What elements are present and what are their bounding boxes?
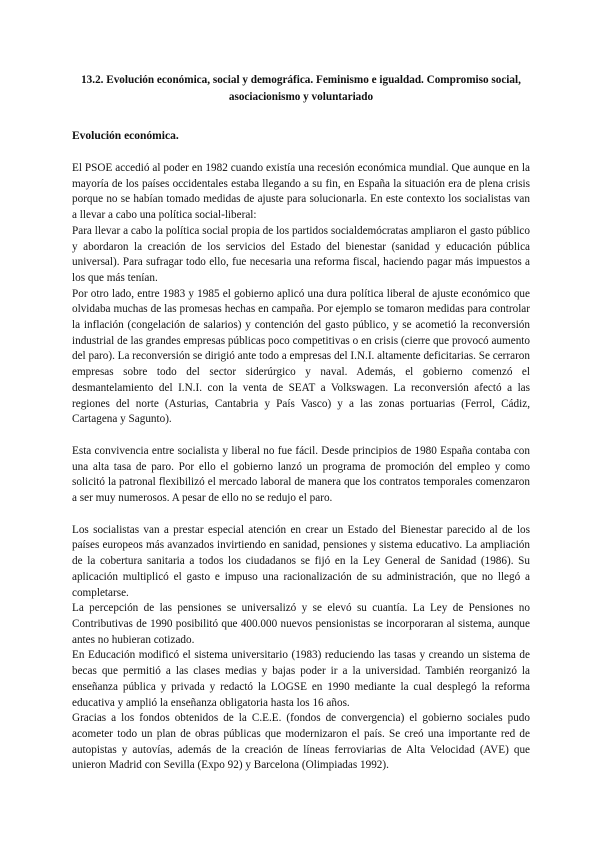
paragraph: Gracias a los fondos obtenidos de la C.E.E. (fondos de convergencia) el gobierno sociales pudo acometer todo un plan de obras públicas que modernizaron el país. Se creó una importante red de autopistas y autovías, además de la creación de líneas ferroviarias de Alta Velocidad (AVE) que unieron Madrid con Sevilla (Expo 92) y Barcelona (Olimpiadas 1992). [72, 712, 530, 772]
paragraph: En Educación modificó el sistema universitario (1983) reduciendo las tasas y creando un sistema de becas que permitió a las clases medias y bajas poder ir a la universidad. También reorganizó la enseñanza pública y privada y redactó la LOGSE en 1990 mediante la cual desplegó la reforma educativa y amplió la enseñanza obligatoria hasta los 16 años. [72, 649, 530, 709]
paragraph: Esta convivencia entre socialista y liberal no fue fácil. Desde principios de 1980 España contaba con una alta tasa de paro. Por ello el gobierno lanzó un programa de promoción del empleo y como solicitó la patronal flexibilizó el mercado laboral de manera que los contratos temporales comenzaron a ser muy numerosos. A pesar de ello no se redujo el paro. [72, 444, 530, 505]
document-page [72, 72, 530, 774]
section-heading: Evolución económica. [72, 130, 179, 142]
paragraph: Los socialistas van a prestar especial atención en crear un Estado del Bienestar parecido al de los países europeos más avanzados invirtiendo en sanidad, pensiones y sistema educativo. La ampliación de la cobertura sanitaria a todos los ciudadanos se fijó en la Ley General de Sanidad (1986). Su aplicación multiplicó el gasto e impuso una racionalización de su administración, que no llegó a completarse. [72, 523, 530, 599]
paragraph: Para llevar a cabo la política social propia de los partidos socialdemócratas ampliaron el gasto público y abordaron la creación de los servicios del Estado del bienestar (sanidad y educación pública universal). Para sufragar todo ello, fue necesaria una reforma fiscal, haciendo pagar más impuestos a los que más tenían. [72, 224, 530, 284]
paragraph: Por otro lado, entre 1983 y 1985 el gobierno aplicó una dura política liberal de ajuste económico que olvidaba muchas de las promesas hechas en campaña. Por ejemplo se tomaron medidas para controlar la inflación (congelación de salarios) y contención del gasto público, y se acometió la reconversión industrial de las grandes empresas públicas poco competitivas o en crisis (cierre que provocó aumento del paro). La reconversión se dirigió ante todo a empresas del I.N.I. altamente deficitarias. Se cerraron empresas sobre todo del sector siderúrgico y naval. Además, el gobierno comenzó el desmantelamiento del I.N.I. con la venta de SEAT a Volkswagen. La reconversión afectó a las regiones del norte (Asturias, Cantabria y País Vasco) y a las zonas portuarias (Ferrol, Cádiz, Cartagena y Sagunto). [72, 287, 530, 426]
paragraph: El PSOE accedió al poder en 1982 cuando existía una recesión económica mundial. Que aunque en la mayoría de los países occidentales estaba llegando a su fin, en España la situación era de plena crisis porque no se habían tomado medidas de ajuste para solucionarla. En este contexto los socialistas van a llevar a cabo una política social-liberal: [72, 162, 530, 222]
paragraph: La percepción de las pensiones se universalizó y se elevó su cuantía. La Ley de Pensiones no Contributivas de 1990 posibilitó que 400.000 nuevos pensionistas se incorporaran al sistema, aunque antes no hubieran cotizado. [72, 602, 530, 646]
page-title: 13.2. Evolución económica, social y demográfica. Feminismo e igualdad. Compromiso social, asociacionismo y voluntariado [81, 74, 521, 103]
body-text [72, 161, 530, 774]
